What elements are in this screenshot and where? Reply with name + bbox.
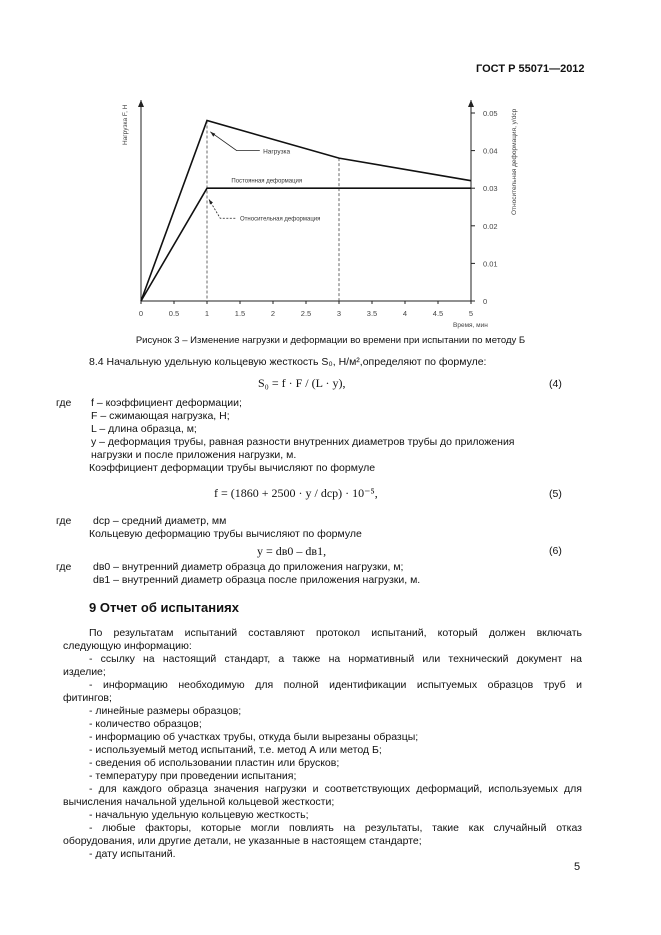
load-leader: [210, 132, 259, 151]
s9-item-8: - температуру при проведении испытания;: [89, 770, 297, 782]
x-axis-label: Время, мин: [453, 322, 488, 329]
def-L: L – длина образца, м;: [91, 423, 197, 435]
x-tick-label: 4.5: [432, 309, 444, 318]
x-tick-label: 1: [204, 309, 210, 318]
formula-5: f = (1860 + 2500 · y / dср) · 10⁻⁵,: [214, 486, 378, 500]
y-right-arrow: [468, 100, 474, 107]
page-number: 5: [574, 861, 581, 873]
s9-item-10: - начальную удельную кольцевую жесткость;: [89, 809, 309, 821]
def-F: F – сжимающая нагрузка, Н;: [91, 410, 230, 422]
s9-item-3: - линейные размеры образцов;: [89, 705, 242, 717]
def-dcp: dср – средний диаметр, мм: [93, 515, 227, 527]
s9-item-2-cont: фитингов;: [63, 692, 112, 704]
x-tick-label: 0: [138, 309, 144, 318]
s9-item-6: - используемый метод испытаний, т.е. метод А или метод Б;: [89, 744, 382, 756]
y-right-axis-label: Относительная деформация, y/dср: [511, 108, 518, 215]
label-constant-deformation: Постоянная деформация: [231, 178, 303, 185]
y-right-tick-label: 0.04: [483, 146, 498, 156]
ring-intro: Кольцевую деформацию трубы вычисляют по формуле: [89, 528, 362, 540]
x-tick-label: 2.5: [300, 309, 312, 318]
x-tick-label: 3.5: [366, 309, 378, 318]
formula-4-number: (4): [549, 378, 562, 390]
s9-item-11-cont: оборудования, или другие детали, не указанные в настоящем стандарте;: [63, 835, 422, 847]
def-y: y – деформация трубы, равная разности внутренних диаметров трубы до приложения: [91, 436, 515, 448]
s9-item-1: - ссылку на настоящий стандарт, а также на нормативный или технический документ на: [89, 653, 582, 665]
s9-item-5: - информацию об участках трубы, откуда были вырезаны образцы;: [89, 731, 419, 743]
y-right-tick-label: 0.05: [483, 109, 498, 118]
x-tick-label: 2: [270, 309, 276, 318]
y-right-tick-label: 0.03: [483, 184, 498, 194]
def-d0: dв0 – внутренний диаметр образца до приложения нагрузки, м;: [93, 561, 404, 573]
figure-chart: [110, 88, 530, 333]
load-leader-arrow: [210, 132, 215, 137]
s9-item-12: - дату испытаний.: [89, 848, 176, 860]
formula-4: S₀ = f · F / (L · y),: [258, 376, 346, 390]
s9-intro-2: следующую информацию:: [63, 640, 192, 652]
s9-item-7: - сведения об использовании пластин или брусков;: [89, 757, 340, 769]
y-left-axis-label: Нагрузка F, Н: [122, 104, 129, 145]
deformation-leader-arrow: [209, 199, 213, 204]
label-load: Нагрузка: [263, 148, 291, 156]
s84-intro: 8.4 Начальную удельную кольцевую жесткость S₀, Н/м²,определяют по формуле:: [89, 356, 487, 368]
figure-caption: Рисунок 3 – Изменение нагрузки и деформации во времени при испытании по методу Б: [135, 335, 526, 346]
deformation-leader: [209, 199, 237, 218]
s9-item-2: - информацию необходимую для полной идентификации испытуемых образцов труб и: [89, 679, 582, 691]
y-right-tick-label: 0: [483, 297, 488, 306]
s9-item-9: - для каждого образца значения нагрузки и соответствующих деформаций, используемых для: [89, 783, 582, 795]
s9-item-1-cont: изделие;: [63, 666, 106, 678]
s9-intro-1: По результатам испытаний составляют протокол испытаний, который должен включать: [89, 627, 582, 639]
x-tick-label: 5: [468, 309, 474, 318]
y-left-arrow: [138, 100, 144, 107]
def-y-cont: нагрузки и после приложения нагрузки, м.: [91, 449, 297, 461]
label-relative-deformation: Относительная деформация: [240, 216, 321, 223]
x-tick-label: 3: [336, 309, 342, 318]
x-tick-label: 4: [402, 309, 408, 318]
where-label: где: [56, 397, 72, 409]
series-deformation-line: [141, 188, 471, 301]
y-right-tick-label: 0.02: [483, 221, 498, 231]
def-f: f – коэффициент деформации;: [91, 397, 242, 409]
formula-6-number: (6): [549, 545, 562, 557]
formula-6: y = dв0 – dв1,: [257, 544, 327, 558]
y-right-tick-label: 0.01: [483, 259, 498, 269]
s9-item-4: - количество образцов;: [89, 718, 202, 730]
series-load-line: [141, 121, 471, 301]
x-tick-label: 1.5: [234, 309, 246, 318]
doc-header: ГОСТ Р 55071—2012: [476, 63, 585, 75]
x-tick-label: 0.5: [168, 309, 180, 318]
where-label-2: где: [56, 515, 72, 527]
coef-intro: Коэффициент деформации трубы вычисляют по формуле: [89, 462, 376, 474]
s9-item-9-cont: вычисления начальной удельной кольцевой жесткости;: [63, 796, 335, 808]
def-d1: dв1 – внутренний диаметр образца после приложения нагрузки, м.: [93, 574, 421, 586]
where-label-3: где: [56, 561, 72, 573]
formula-5-number: (5): [549, 488, 562, 500]
s9-item-11: - любые факторы, которые могли повлиять на результаты, такие как случайный отказ: [89, 822, 582, 834]
section-9-title: 9 Отчет об испытаниях: [89, 600, 239, 615]
